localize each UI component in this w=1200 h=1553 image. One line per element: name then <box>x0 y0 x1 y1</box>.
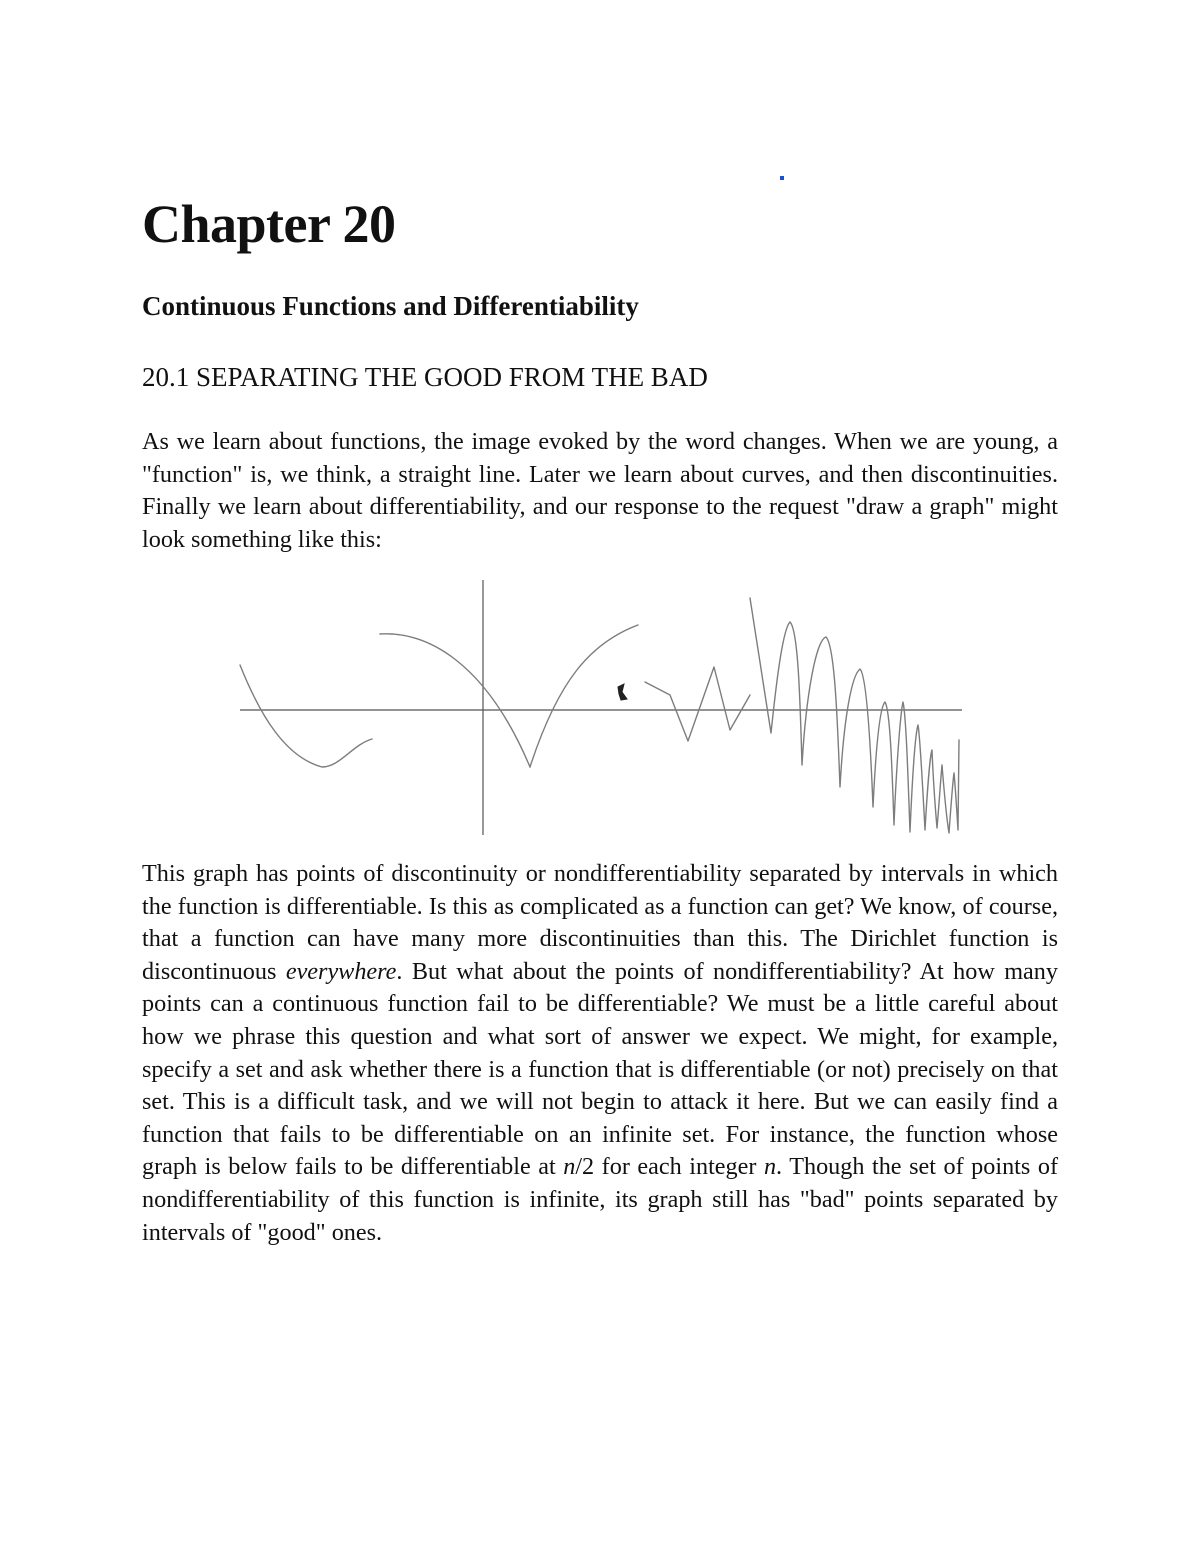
stray-dot-mark <box>780 176 784 180</box>
curve-segment-arch <box>380 634 530 767</box>
isolated-point-mark <box>618 684 627 700</box>
discussion-text-part2: . But what about the points of nondifferentiability? At how many points can a continuous function fail to be differentiable? We must be a little careful about how we phrase this question and what sort of answer we expect. We might, for example, specify a set and ask whether there is a function that is differentiable (or not) precisely on that set. This is a difficult task, and we will not begin to attack it here. But we can easily find a function that fails to be differentiable on an infinite set. For instance, the function whose graph is below fails to be differentiable at <box>142 957 1058 1181</box>
discussion-text-part3: /2 for each integer <box>575 1153 764 1181</box>
curve-segment-oscillation <box>750 598 959 833</box>
intro-paragraph: As we learn about functions, the image evoked by the word changes. When we are young, a "function" is, we think, a straight line. Later we learn about curves, and then discontinuities. Finally we learn about differentiability, and our response to the request "draw a graph" might look something like this: <box>142 428 1058 553</box>
variable-n-second: n <box>763 1153 777 1181</box>
chapter-subtitle: Continuous Functions and Differentiability <box>142 291 639 321</box>
emphasis-everywhere: everywhere <box>285 957 397 985</box>
function-graph-figure <box>230 575 970 840</box>
discussion-paragraph <box>142 858 1058 1249</box>
chapter-title: Chapter 20 <box>142 194 396 254</box>
discussion-text-part4: . Though the set of points of nondifferentiability of this function is infinite, its graph still has "bad" points separated by intervals of "good" ones. <box>142 1153 1058 1246</box>
section-heading: 20.1 SEPARATING THE GOOD FROM THE BAD <box>142 362 708 392</box>
curve-segment-left-dip <box>240 665 372 767</box>
variable-n: n <box>563 1153 576 1181</box>
discussion-text-part1: This graph has points of discontinuity or nondifferentiability separated by intervals in which the function is differentiable. Is this as complicated as a function can get? We know, of course, that a function can have many more discontinuities than this. The Dirichlet function is discontinuous <box>142 860 1058 985</box>
curve-segment-zigzag <box>645 667 750 741</box>
function-graph-svg <box>230 575 970 840</box>
